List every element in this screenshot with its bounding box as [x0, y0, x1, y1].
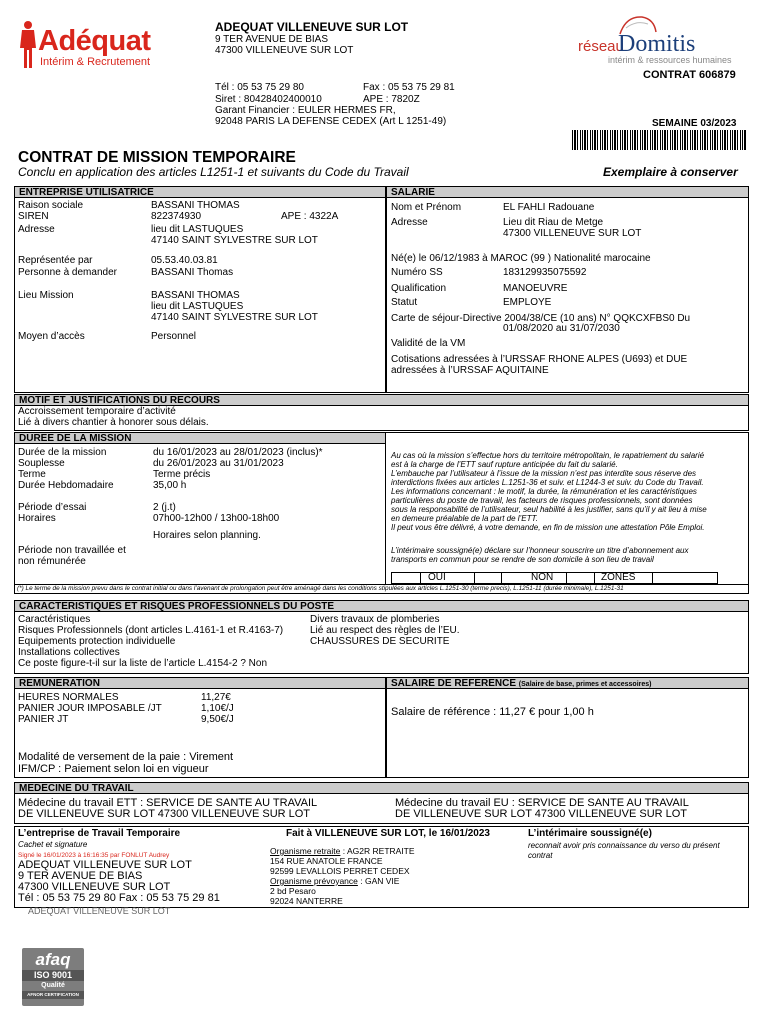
prevoyance-line	[270, 877, 399, 886]
retraite-line	[270, 847, 415, 856]
fait-a: Fait à VILLENEUVE SUR LOT, le 16/01/2023	[286, 828, 490, 839]
info-line5: Les informations concernant : le motif, la durée, la rémunération et les caractéristiques	[391, 487, 697, 496]
agency-name: ADEQUAT VILLENEUVE SUR LOT	[215, 20, 409, 34]
motif-line1: Accroissement temporaire d’activité	[18, 406, 176, 417]
adresse-line2: 47140 SAINT SYLVESTRE SUR LOT	[151, 235, 318, 246]
ss-label: Numéro SS	[391, 267, 443, 278]
horaires-value: 07h00-12h00 / 13h00-18h00	[153, 513, 280, 524]
ifm: IFM/CP : Paiement selon loi en vigueur	[18, 763, 209, 775]
info-line4: interdictions fixées aux articles L.1251-36 et suiv. et L1244-3 et suiv. du Code du Travail.	[391, 478, 704, 487]
adequat-figure-icon	[18, 20, 38, 70]
horaires-label: Horaires	[18, 513, 56, 524]
salaire-heading-bar	[386, 677, 749, 689]
risques-label: Risques Professionnels (dont articles L.4161-1 et R.4163-7)	[18, 625, 284, 636]
info-line1: Au cas où la mission s’effectue hors du territoire métropolitain, le rapatriement du salarié	[391, 451, 705, 460]
info-line6: particulières du poste de travail, les facteurs de risques professionnels, sont données	[391, 496, 693, 505]
ett-name: ADEQUAT VILLENEUVE SUR LOT	[18, 859, 192, 871]
option-sep1	[420, 572, 421, 584]
carte-line1: Carte de séjour-Directive 2004/38/CE (10 ans) N° QQKCXFBS0 Du	[391, 313, 691, 324]
remuneration-heading: REMUNERATION	[14, 677, 386, 689]
agency-fax: Fax : 05 53 75 29 81	[363, 82, 455, 93]
agency-address2: 47300 VILLENEUVE SUR LOT	[215, 45, 354, 56]
medecine-ett2: DE VILLENEUVE SUR LOT 47300 VILLENEUVE SUR LOT	[18, 808, 311, 820]
prevoyance-value: : GAN VIE	[357, 876, 400, 886]
adequat-logo	[18, 20, 178, 72]
carac-value: Divers travaux de plomberies	[310, 614, 440, 625]
carte-line2: 01/08/2020 au 31/07/2030	[503, 323, 620, 334]
medecine-ett1: Médecine du travail ETT : SERVICE DE SANTE AU TRAVAIL	[18, 797, 318, 809]
epi-value: CHAUSSURES DE SECURITE	[310, 636, 450, 647]
statut-label: Statut	[391, 297, 418, 308]
rem-row1-value: 11,27€	[201, 692, 231, 703]
salaire-heading: SALAIRE DE REFERENCE	[391, 678, 517, 689]
medecine-eu1: Médecine du travail EU : SERVICE DE SANTE AU TRAVAIL	[395, 797, 689, 809]
hebdo-label: Durée Hebdomadaire	[18, 480, 114, 491]
raison-value: BASSANI THOMAS	[151, 200, 240, 211]
nontravail-label2: non rémunérée	[18, 556, 86, 567]
duree-heading: DUREE DE LA MISSION	[14, 432, 386, 444]
prevoyance-addr2: 92024 NANTERRE	[270, 896, 343, 906]
retraite-label: Organisme retraite	[270, 846, 341, 856]
validite-vm: Validité de la VM	[391, 338, 466, 349]
liste-label: Ce poste figure-t-il sur la liste de l’article L.4154-2 ? Non	[18, 658, 268, 669]
retraite-value: : AG2R RETRAITE	[340, 846, 415, 856]
qualif-label: Qualification	[391, 283, 447, 294]
cachet: Cachet et signature	[18, 840, 88, 849]
option-sep6	[652, 572, 653, 584]
rem-row2-value: 1,10€/J	[201, 703, 234, 714]
decl-line1: L’intérimaire soussigné(e) déclare sur l’honneur souscrire un titre d’abonnement aux	[391, 546, 689, 555]
rem-row2-label: PANIER JOUR IMPOSABLE /JT	[18, 703, 162, 714]
retraite-addr1: 154 RUE ANATOLE FRANCE	[270, 856, 383, 866]
sal-adresse-line2: 47300 VILLENEUVE SUR LOT	[503, 228, 642, 239]
essai-label: Période d’essai	[18, 502, 87, 513]
option-sep4	[566, 572, 567, 584]
entreprise-heading: ENTREPRISE UTILISATRICE	[14, 186, 386, 198]
raison-label: Raison sociale	[18, 200, 84, 211]
motif-heading: MOTIF ET JUSTIFICATIONS DU RECOURS	[14, 394, 749, 406]
duree-value: du 16/01/2023 au 28/01/2023 (inclus)*	[153, 447, 323, 458]
essai-value: 2 (j.t)	[153, 502, 176, 513]
adresse-line1: lieu dit LASTUQUES	[151, 224, 244, 235]
naissance: Né(e) le 06/12/1983 à MAROC (99 ) Nationalité marocaine	[391, 253, 651, 264]
option-sep2	[474, 572, 475, 584]
option-oui: OUI	[428, 572, 446, 583]
planning: Horaires selon planning.	[153, 530, 261, 541]
signed-line: Signé le 16/01/2023 à 16:16:35 par FONLUT Audrey	[18, 852, 170, 859]
personne-label: Personne à demander	[18, 267, 117, 278]
interim-note2: contrat	[528, 851, 553, 860]
nontravail-label1: Période non travaillée et	[18, 545, 126, 556]
interim-title: L’intérimaire soussigné(e)	[528, 828, 652, 839]
acces-label: Moyen d’accès	[18, 331, 85, 342]
ett-title: L’entreprise de Travail Temporaire	[18, 828, 181, 839]
nom-label: Nom et Prénom	[391, 202, 462, 213]
contract-subtitle: Conclu en application des articles L1251-1 et suivants du Code du Travail	[18, 165, 409, 179]
medecine-heading: MEDECINE DU TRAVAIL	[14, 782, 749, 794]
carac-label: Caractéristiques	[18, 614, 91, 625]
garant-financier: Garant Financier : EULER HERMES FR,	[215, 105, 396, 116]
domitis-name: Domitis	[618, 31, 696, 57]
duree-divider	[385, 432, 386, 584]
souplesse-value: du 26/01/2023 au 31/01/2023	[153, 458, 284, 469]
interim-note1: reconnait avoir pris connaissance du verso du présent	[528, 841, 720, 850]
retraite-addr2: 92599 LEVALLOIS PERRET CEDEX	[270, 866, 410, 876]
medecine-eu2: DE VILLENEUVE SUR LOT 47300 VILLENEUVE SUR LOT	[395, 808, 688, 820]
sal-adresse-line1: Lieu dit Riau de Metge	[503, 217, 604, 228]
represente-value: 05.53.40.03.81	[151, 255, 218, 266]
agency-address1: 9 TER AVENUE DE BIAS	[215, 34, 329, 45]
terme-value: Terme précis	[153, 469, 211, 480]
epi-label: Equipements protection individuelle	[18, 636, 176, 647]
risques-value: Lié au respect des règles de l’EU.	[310, 625, 460, 636]
lieu-line2: lieu dit LASTUQUES	[151, 301, 244, 312]
ett-stamp: ADEQUAT VILLENEUVE SUR LOT	[28, 906, 171, 916]
info-line8: en demeure préalable de la part de l’ETT.	[391, 514, 538, 523]
copy-notice: Exemplaire à conserver	[603, 165, 738, 179]
ett-addr1: 9 TER AVENUE DE BIAS	[18, 870, 143, 882]
ett-addr2: 47300 VILLENEUVE SUR LOT	[18, 881, 171, 893]
lieu-line3: 47140 SAINT SYLVESTRE SUR LOT	[151, 312, 318, 323]
personne-value: BASSANI Thomas	[151, 267, 234, 278]
motif-line2: Lié à divers chantier à honorer sous délais.	[18, 417, 209, 428]
semaine: SEMAINE 03/2023	[652, 118, 737, 129]
ape-value: APE : 4322A	[281, 211, 339, 222]
domitis-logo	[578, 14, 743, 68]
agency-tel: Tél : 05 53 75 29 80	[215, 82, 304, 93]
versement: Modalité de versement de la paie : Virement	[18, 751, 234, 763]
prevoyance-label: Organisme prévoyance	[270, 876, 358, 886]
collectives-label: Installations collectives	[18, 647, 120, 658]
souplesse-label: Souplesse	[18, 458, 65, 469]
info-line3: L’embauche par l’utilisateur à l’issue de la mission n’est pas interdite sous réserve des	[391, 469, 697, 478]
option-zones: ZONES	[601, 572, 636, 583]
option-sep3	[501, 572, 502, 584]
contract-number: CONTRAT 606879	[643, 69, 736, 81]
adequat-logo-name: Adéquat	[38, 25, 151, 57]
nom-value: EL FAHLI Radouane	[503, 202, 595, 213]
afaq-afnor: AFNOR CERTIFICATION	[22, 991, 84, 999]
salaire-heading-note: (Salaire de base, primes et accessoires)	[518, 681, 652, 688]
duree-footnote: (*) Le terme de la mission prevu dans le contrat initial ou dans l’avenant de prolongation peut être aménagé dans les conditions stipulées aux articles L.1251-30 (terme precis), L.1251-11 (durée minimale), L.1251-31	[17, 585, 624, 592]
statut-value: EMPLOYE	[503, 297, 552, 308]
afaq-brand: afaq	[35, 950, 71, 969]
rem-row3-value: 9,50€/J	[201, 714, 234, 725]
domitis-tagline: intérim & ressources humaines	[608, 55, 732, 65]
siren-value: 822374930	[151, 211, 202, 222]
info-line7: sous la responsabilité de l’utilisateur, seul habilité à les justifier, sans qu’il y ait lieu à mise	[391, 505, 707, 514]
salarie-heading: SALARIE	[386, 186, 749, 198]
salaire-box	[386, 677, 749, 778]
option-sep5	[594, 572, 595, 584]
acces-value: Personnel	[151, 331, 197, 342]
contract-title: CONTRAT DE MISSION TEMPORAIRE	[18, 149, 296, 166]
rem-row1-label: HEURES NORMALES	[18, 692, 119, 703]
agency-siret: Siret : 80428402400010	[215, 94, 322, 105]
adresse-label: Adresse	[18, 224, 55, 235]
ss-value: 183129935075592	[503, 267, 587, 278]
siren-label: SIREN	[18, 211, 49, 222]
info-line9: Il peut vous être délivré, à votre demande, en fin de mission une attestation Pôle Emploi.	[391, 523, 705, 532]
info-line2: est à la charge de l’ETT sauf rupture anticipée du fait du salarié.	[391, 460, 618, 469]
afaq-logo	[22, 948, 84, 1006]
cotisations-line1: Cotisations adressées à l’URSSAF RHONE ALPES (U693) et DUE	[391, 354, 688, 365]
lieu-label: Lieu Mission	[18, 290, 74, 301]
cotisations-line2: adressées à l’URSSAF AQUITAINE	[391, 365, 549, 376]
adequat-logo-tagline: Intérim & Recrutement	[40, 56, 151, 68]
sal-adresse-label: Adresse	[391, 217, 428, 228]
decl-line2: transports en commun pour se rendre de son domicile à son lieu de travail	[391, 555, 654, 564]
hebdo-value: 35,00 h	[153, 480, 187, 491]
qualif-value: MANOEUVRE	[503, 283, 568, 294]
garant-address: 92048 PARIS LA DEFENSE CEDEX (Art L 1251-49)	[215, 116, 447, 127]
barcode	[572, 130, 747, 150]
ett-tel: Tél : 05 53 75 29 80 Fax : 05 53 75 29 81	[18, 892, 220, 904]
option-non: NON	[531, 572, 554, 583]
agency-ape: APE : 7820Z	[363, 94, 420, 105]
lieu-line1: BASSANI THOMAS	[151, 290, 240, 301]
terme-label: Terme	[18, 469, 46, 480]
domitis-reseau: réseau	[578, 38, 624, 55]
afaq-iso: ISO 9001	[22, 970, 84, 981]
prevoyance-addr1: 2 bd Pesaro	[270, 886, 316, 896]
salaire-ref-text: Salaire de référence : 11,27 € pour 1,00 h	[391, 706, 594, 718]
represente-label: Représentée par	[18, 255, 93, 266]
risques-heading: CARACTERISTIQUES ET RISQUES PROFESSIONNELS DU POSTE	[14, 600, 749, 612]
rem-row3-label: PANIER JT	[18, 714, 69, 725]
afaq-qualite: Qualité	[41, 982, 65, 989]
duree-label: Durée de la mission	[18, 447, 107, 458]
